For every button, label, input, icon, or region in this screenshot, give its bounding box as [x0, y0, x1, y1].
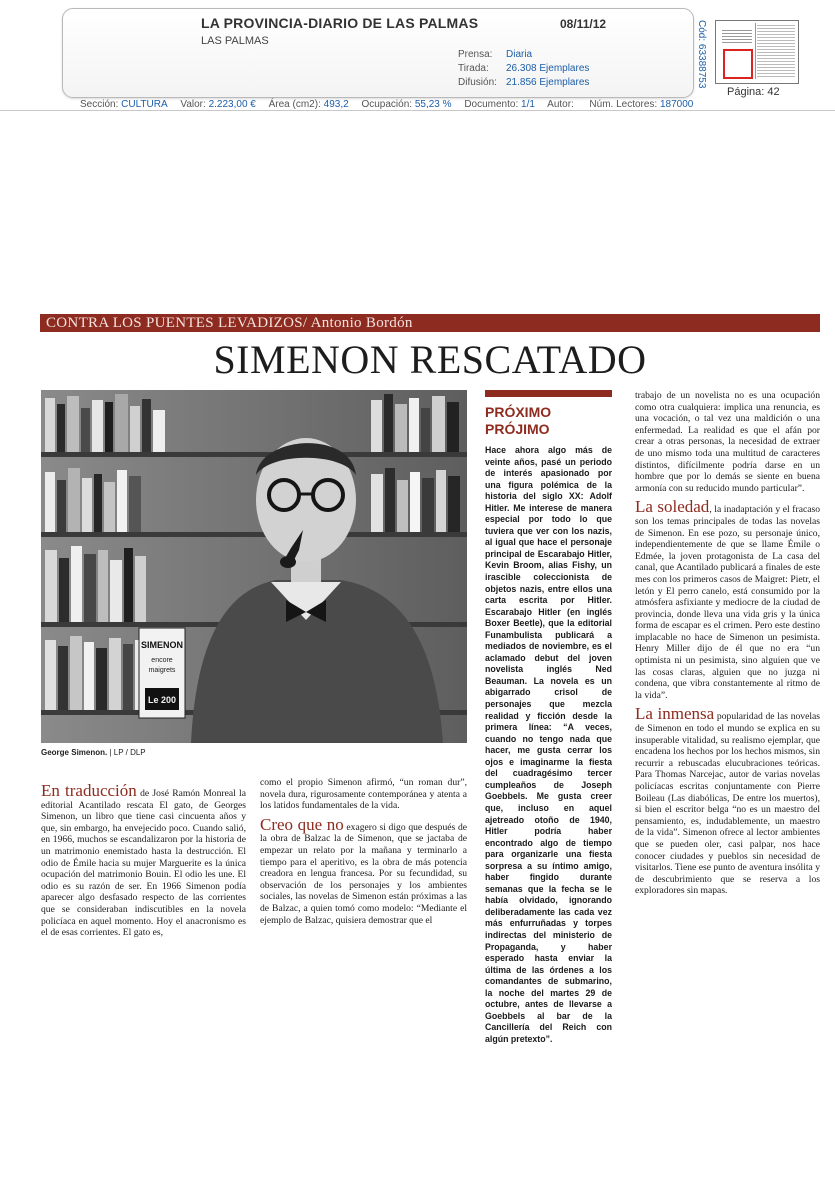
book-cover-subtitle-2: maigrets: [148, 667, 176, 674]
simenon-photo: [41, 390, 467, 743]
press-clipping-header: [62, 8, 694, 98]
column-kicker: CONTRA LOS PUENTES LEVADIZOS/ Antonio Bordón: [40, 314, 820, 332]
publication-name: LA PROVINCIA-DIARIO DE LAS PALMAS: [201, 15, 479, 31]
book-cover-price: Le 200: [147, 695, 177, 705]
sidebar-accent-bar: [485, 390, 612, 397]
col2-lead-in: Creo que no: [260, 814, 344, 834]
document-code: Cód: 63388753: [696, 20, 707, 89]
col4-body-2: popularidad de las novelas de Simenon en todo el mundo se explica en su insuperable vitalidad, su realismo ejemplar, que encadena los hechos por los hechos mismos, sin recurrir a rebuscadas elucubraciones teóricas. Para Thomas Narcejac, autor de varias novelas policíacas escritas conjuntamente con Pierre Boileau (Las diabólicas, De entre los muertos), si bien el escritor belga “no es un maestro del pensamiento, es, indudablemente, un maestro de la vida”. Simenon ofrece al lector ambientes que se pueden oler, casi palpar, nos hace conocer ciudades y pueblos sin necesidad de visitarlos. Tiene ese punto de aventura insólita y de descubrimiento que se reserva a los exploradores sin mapas.: [635, 711, 820, 897]
meta-label-ocupacion: Ocupación:: [361, 99, 413, 110]
thumbnail-text-lines: [722, 28, 752, 44]
article-column-1: [41, 781, 246, 939]
col4-intro: trabajo de un novelista no es una ocupación como otra cualquiera: implica una renuncia, es una vocación, o tal vez una maldición o una enfermedad. La realidad es que el afán por crear a otras personas, la necesidad de extraer de uno mismo toda una multitud de caracteres distintos, difícilmente podría darse en un hombre que por lo demás se siente en buena armonía con su reducido mundo particular”.: [635, 390, 820, 494]
meta-label-autor: Autor:: [547, 99, 574, 110]
sidebar-text: Hace ahora algo más de veinte años, pasé un periodo de interés apasionado por una figura polémica de la historia del siglo XX: Adolf Hitler. Me interese de manera especial por todo lo que tuviera que ver con los nazis, al igual que hace el personaje principal de Escarabajo Hitler, Kevin Broom, alias Fishy, un irascible coleccionista de objetos nazis, entre ellos una carta escrita por Hitler. Escarabajo Hitler (en inglés Boxer Beetle), que la editorial Funambulista publicará a mediados de noviembre, es el aclamado debut del joven novelista inglés Ned Beauman. La novela es un abigarrado crisol de personajes que mezcla realidad y ficción desde la primera línea: “A veces, cuando no tengo nada que hacer, me gusta cerrar los ojos e imaginarme la fiesta del cuadragésimo tercer cumpleaños de Joseph Goebbels. Me gusta creer que, incluso en aquel ajetreado otoño de 1940, Hitler podría haber encontrado algo de tiempo para organizarle una fiesta sorpresa a su íntimo amigo, haber fingido durante semanas que la fecha se le había olvidado, ignorando deliberadamente las cada vez más enfurruñadas y torpes indirectas del ministerio de Propaganda, y haber esperado hasta enviar la última de las órdenes a los comandantes de submarino, la noche del martes 29 de octubre, antes de llevarse a Goebbels al bar de la Cancillería del Reich con algún pretexto”.: [485, 445, 612, 1044]
thumbnail-left-page: [718, 23, 756, 79]
book-cover-subtitle-1: encore: [151, 657, 173, 664]
meta-value-ocupacion: 55,23 %: [414, 99, 452, 110]
meta-value-documento: 1/1: [521, 99, 535, 110]
col2-intro: como el propio Simenon afirmó, “un roman dur”, novela dura, rigurosamente contemporánea y atenta a los latidos fundamentales de la vida.: [260, 777, 467, 812]
sidebar-title-line-1: PRÓXIMO: [485, 404, 552, 420]
photo-caption: [41, 748, 146, 757]
thumbnail-right-page: [757, 23, 795, 79]
stat-label-prensa: Prensa:: [458, 49, 493, 60]
stat-value-prensa: Diaria: [506, 49, 533, 60]
photo-caption-credit: | LP / DLP: [107, 748, 146, 757]
stat-label-tirada: Tirada:: [458, 63, 489, 74]
publication-city: LAS PALMAS: [201, 35, 269, 47]
article-headline: SIMENON RESCATADO: [213, 337, 647, 382]
sidebar-title: [485, 404, 551, 438]
sidebar-body: [485, 445, 612, 1045]
stat-value-tirada: 26.308 Ejemplares: [506, 63, 590, 74]
stat-label-difusion: Difusión:: [458, 77, 497, 88]
meta-value-lectores: 187000: [660, 99, 694, 110]
meta-label-area: Área (cm2):: [268, 99, 321, 110]
col4-lead-in-1: La soledad: [635, 497, 710, 517]
photo-caption-name: George Simenon.: [41, 748, 108, 757]
meta-value-seccion: CULTURA: [121, 99, 168, 110]
meta-label-lectores: Núm. Lectores:: [589, 99, 658, 110]
col4-body-1: , la inadaptación y el fracaso son los temas principales de todas las novelas de Simenon. En ese pozo, su personaje único, independientemente de que se llame Émile o Edmée, la joven protagonista de La casa del canal, que Acantilado publicará a finales de este mes con los primeros casos de Maigret: Pietr, el letón y El perro canelo, está consumido por la atmósfera asfixiante y mediocre de la ciudad de provincia, donde lleva una vida gris y la única forma de escapar es el crimen. Pero este destino implacable no hace de Simenon un pesimista. Henry Miller dijo de él que no era “un optimista ni un pesimista, sino alguien que ve las cosas claras, alguien que no juzga ni condena, que vibra constantemente al ritmo de la vida”.: [635, 504, 821, 701]
header-divider: [0, 110, 835, 111]
col2-body: exagero si digo que después de la obra de Balzac la de Simenon, que se jactaba de empezar un relato por la mañana y terminarlo a tiempo para el aperitivo, es la obra de más potencia creadora en lengua francesa. Por su fecundidad, su observación de los personajes y los ambientes sociales, las novelas de Simenon están próximas a las de Balzac, a quien tomó como modelo: “Mediante el ejemplo de Balzac, quisiera demostrar que el: [260, 821, 467, 926]
article-column-2: [260, 777, 467, 926]
col1-body: de José Ramón Monreal la editorial Acantilado rescata El gato, de Georges Simenon, un libro que tiene casi cincuenta años y que, sin embargo, ha envejecido poco. Cuando salió, en 1966, muchos se escandalizaron por la historia de un matrimonio enemistado hasta la destrucción. El odio de Émile hacia su mujer Marguerite es la única ocupación del matrimonio Bouin. El odio les une. El odio es su razón de ser. En 1966 Simenon podía aparecer algo desfasado respecto de las corrientes que se consideraban indiscutibles en la novela policíaca en aquel momento. Hoy el anacronismo es el de esas corrientes. El gato es,: [41, 788, 246, 939]
meta-value-area: 493,2: [323, 99, 349, 110]
stat-value-difusion: 21.856 Ejemplares: [506, 77, 590, 88]
meta-label-documento: Documento:: [464, 99, 519, 110]
book-cover-title: SIMENON: [140, 640, 184, 650]
meta-value-valor: 2.223,00 €: [208, 99, 256, 110]
clipping-meta-row: [80, 99, 693, 110]
page-thumbnail[interactable]: [715, 20, 799, 84]
article-column-4: [635, 390, 820, 897]
thumbnail-highlight-box: [723, 49, 753, 79]
sidebar-title-line-2: PRÓJIMO: [485, 421, 550, 437]
meta-label-seccion: Sección:: [80, 99, 119, 110]
col4-lead-in-2: La inmensa: [635, 704, 715, 724]
publication-date: 08/11/12: [560, 17, 607, 31]
col1-lead-in: En traducción: [41, 781, 137, 800]
page-number: Página: 42: [727, 86, 780, 98]
meta-label-valor: Valor:: [180, 99, 206, 110]
